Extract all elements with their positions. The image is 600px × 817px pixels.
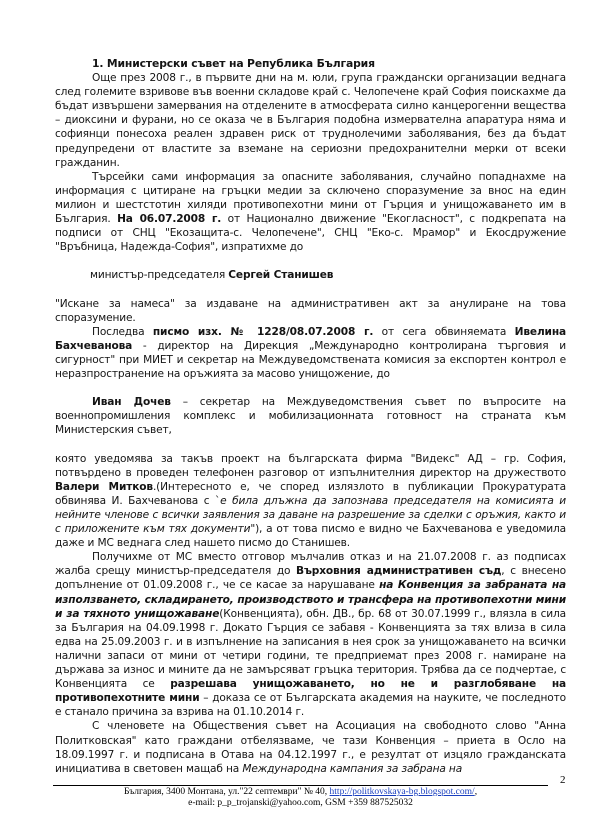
text: , с внесено допълнение от 01.09.2008 г., че се касае за нарушаване: [55, 565, 566, 592]
text: Търсейки сами информация за опасните заболявания, случайно попаднахме на информация с цитиране на гръцки медии за сключено споразумение за внос на един милион и шестстотин хиляди противопехотни мини от Гърция и унищожаването им в България.: [55, 170, 566, 226]
person-name: Ивелина Бахчеванова: [55, 325, 566, 352]
spacer: [55, 283, 566, 297]
addressee-line: [55, 268, 566, 282]
text: която уведомява за такъв проект на българската фирма "Видекс" АД – гр. София, потвърдено в проведен телефонен разговор от изпълнителния директор на дружеството: [55, 452, 566, 479]
blog-link[interactable]: http://politkovskaya-bg.blogspot.com/: [329, 787, 475, 797]
text: ), а от това писмо е видно че Бахчеванова е уведомила даже и МС веднага след нашето писмо до Станишев.: [55, 523, 567, 550]
letter-ref: писмо изх. № 1228/08.07.2008 г.: [152, 325, 374, 338]
quote: е била длъжна да запознава председателя на комисията и нейните членове с всички заявления за даване на разрешение за сделки с оръжия, както и с приложените към тях документи": [55, 494, 566, 536]
paragraph-notice: [55, 452, 566, 551]
paragraph-request: "Искане за намеса" за издаване на административен акт за анулиране на това споразумение.: [55, 297, 566, 324]
paragraph-council: [55, 719, 566, 775]
page-number: 2: [560, 774, 566, 786]
paragraph-recipient: [55, 395, 566, 437]
footer-address-line: [53, 787, 548, 798]
section-heading: 1. Министерски съвет на Република България: [92, 57, 375, 70]
text: от сега обвиняемата: [373, 325, 515, 338]
person-name: Валери Митков: [55, 480, 153, 493]
text: Получихме от МС вместо отговор мълчалив отказ и на 21.07.2008 г. аз подписах жалба срещу министър-председателя до: [55, 551, 566, 578]
text: – доказа се от Българската академия на науките, че последното е станало причина за взрива на 01.10.2014 г.: [55, 692, 566, 719]
spacer: [55, 254, 566, 268]
date-emphasis: На 06.07.2008 г.: [117, 213, 222, 226]
text: .(Интересното е, че според излязлото в публикации Прокуратурата обвинява И. Бахчеванова с `: [55, 480, 566, 507]
paragraph-appeal: [55, 550, 566, 719]
text: от Национално движение "Екогласност", с подкрепата на подписи от СНЦ "Екозащита-с. Челопечене", СНЦ "Еко-с. Мрамор" и Екосдружение "Връбница, Надежда-София", изпратихме до: [55, 213, 566, 254]
text: С членовете на Обществения съвет на Асоциация на свободното слово "Анна Политковская" като граждани отбелязваме, че тази Конвенция – приета в Осло на 18.09.1997 г. и подписана в Отава на 04.12.1997 г., е резултат от изцяло гражданската инициатива в световен мащаб на: [55, 720, 566, 775]
court-name: Върховния административен съд: [296, 565, 502, 578]
footer-contact: e-mail: p_p_trojanski@yahoo.com, GSM +359 887525032: [188, 798, 413, 808]
footer-address: България, 3400 Монтана, ул."22 септември" № 40,: [123, 787, 330, 797]
text: Последва: [92, 325, 153, 338]
footer-divider: [53, 785, 548, 786]
text: – секретар на Междуведомствения съвет по въпросите на военнопромишления комплекс и мобилизационната готовност на страната към Министерския съвет,: [55, 396, 566, 437]
paragraph-2: [55, 170, 566, 255]
paragraph-letter: [55, 325, 566, 381]
document-body: [55, 57, 566, 776]
text: - директор на Дирекция „Международно контролирана търговия и сигурност" при МИЕТ и секретар на Междуведомствената комисия за експортен контрол е неразпространение на оръжията за масово унищожение, до: [55, 339, 566, 381]
emphasis: разрешава унищожаването, но не и разглобяване на противопехотните мини: [55, 678, 566, 705]
campaign-name: Международна кампания за забрана на: [242, 762, 463, 775]
convention-title: на Конвенция за забраната на използването, складирането, производството и трансфера на противопехотни мини и за тяхното унищожаване: [55, 579, 567, 620]
text: ,: [474, 787, 478, 797]
spacer: [55, 438, 566, 452]
person-name: Иван Дочев: [92, 396, 171, 409]
spacer: [55, 381, 566, 395]
text: министър-председателя: [90, 269, 229, 282]
addressee-name: Сергей Станишев: [228, 269, 334, 282]
page-footer: [53, 787, 548, 809]
paragraph-1: Още през 2008 г., в първите дни на м. юли, група граждански организации веднага след големите взривове във военни складове край с. Челопечене край София поискахме да бъдат извършени замервания на отделените в атмосферата силно канцерогенни вещества – диоксини и фурани, но се оказа че в България подобна измервателна апаратура няма и софиянци понесоха реален здравен риск от труднолечими заболявания, без да бъдат предупредени от властите за вземане на сериозни предохранителни мерки от всеки гражданин.: [55, 72, 566, 169]
text: (Конвенцията), обн. ДВ., бр. 68 от 30.07.1999 г., влязла в сила за България на 04.09.1998 г. Докато Гърция се забавя - Конвенцията за тях влиза в сила едва на 25.09.2003 г. и в изпълнение на записания в нея срок за унищожаването на всички налични запаси от мини от четири години, те предприемат през 2008 г. намиране на държава за износ и мините да не замърсяват гръцка територия. Трябва да се подчертае, с Конвенцията се: [55, 607, 566, 691]
